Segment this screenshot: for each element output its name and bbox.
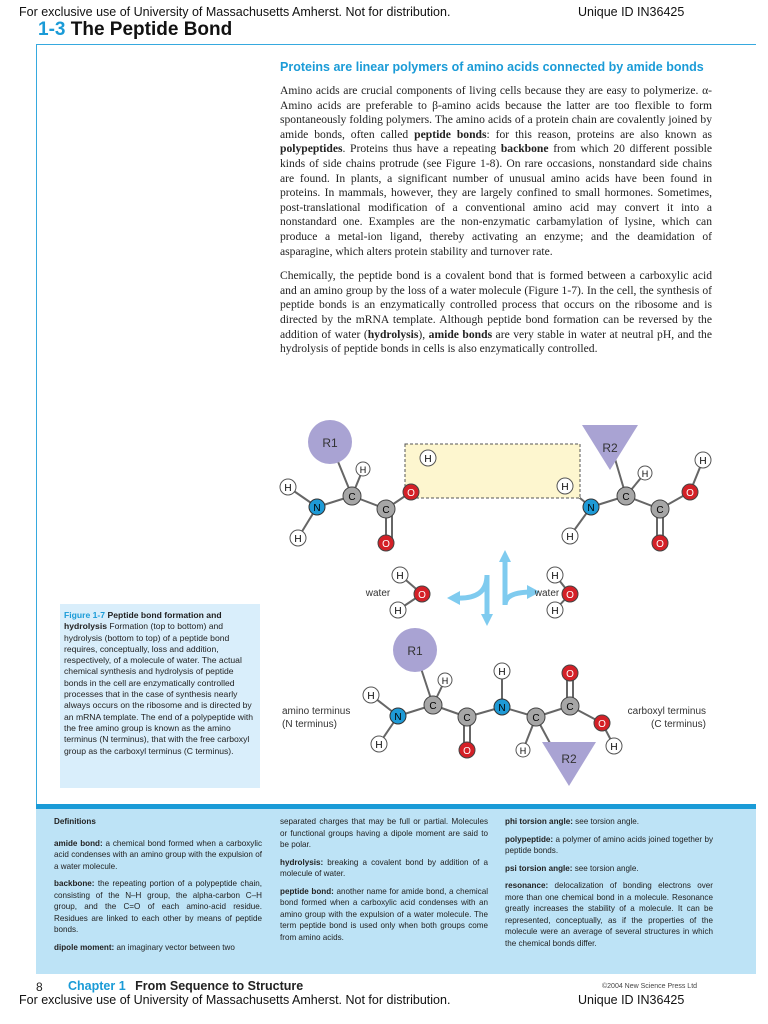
svg-text:N: N <box>313 503 321 514</box>
svg-text:H: H <box>441 676 449 686</box>
svg-text:O: O <box>656 539 664 550</box>
svg-text:O: O <box>382 539 390 550</box>
definitions-col-2 <box>280 816 488 949</box>
chapter-title: From Sequence to Structure <box>135 979 304 993</box>
r2-label-top: R2 <box>602 441 618 455</box>
r1-label-top: R1 <box>322 436 338 450</box>
paragraph-2: Chemically, the peptide bond is a covalent bond that is formed between a carboxylic acid and an amino group by the loss of a water molecule (Figure 1-7). In the cell, the synthesis of peptide bonds is an enzymatically controlled process that occurs on the ribosome and is directed by the mRNA template. Although peptide bond formation can be reversed by the addition of water (hydrolysis), amide bonds are very stable in water at neutral pH, and the hydrolysis of peptide bonds in cells is also enzymatically controlled. <box>280 269 712 356</box>
definition-entry: dipole moment: an imaginary vector between two <box>54 942 235 952</box>
paragraph-1: Amino acids are crucial components of living cells because they are easy to polymerize. α-Amino acids are preferable to β-amino acids because the latter are too flexible to form spontaneously folding polymers. The amino acids of a protein chain are covalently joined by amide bonds, often called peptide bonds: for this reason, proteins are also known as polypeptides. Proteins thus have a repeating backbone from which 20 different possible kinds of side chains protrude (see Figure 1-8). On rare occasions, nonstandard side chains are found. In plants, a significant number of unusual amino acids have been found in proteins. In mammals, however, they are largely confined to small hormones. Sometimes, post-translational modification of a conventional amino acid may convert it into a nonstandard one. Examples are the non-enzymatic carbamylation of lysine, which can produce a metal-ion ligand, thereby activating an enzyme; and the deamidation of asparagine, which alters protein stability and turnover rate. <box>280 84 712 258</box>
carboxyl-terminus-label: carboxyl terminus <box>627 706 706 717</box>
water-label-right: water <box>534 588 560 599</box>
header-notice: For exclusive use of University of Massachusetts Amherst. Not for distribution. <box>19 5 451 19</box>
r1-label-bottom: R1 <box>407 644 423 658</box>
copyright: ©2004 New Science Press Ltd <box>602 983 698 990</box>
caption-tag: Figure 1-7 <box>64 610 106 620</box>
svg-text:C: C <box>382 505 390 516</box>
footer-unique-id: Unique ID IN36425 <box>578 993 685 1007</box>
svg-text:H: H <box>566 532 574 543</box>
definition-entry: hydrolysis: breaking a covalent bond by addition of a molecule of water. <box>280 857 488 878</box>
reaction-arrows <box>455 560 532 620</box>
svg-text:H: H <box>394 606 402 617</box>
svg-text:H: H <box>367 691 375 702</box>
svg-text:C: C <box>463 713 471 724</box>
carboxyl-terminus-sublabel: (C terminus) <box>650 719 706 730</box>
svg-text:O: O <box>407 488 415 499</box>
svg-text:H: H <box>424 454 432 465</box>
svg-text:C: C <box>348 492 356 503</box>
svg-text:O: O <box>463 746 471 757</box>
definitions-title: Definitions <box>54 817 96 826</box>
header-unique-id: Unique ID IN36425 <box>578 5 685 19</box>
svg-text:C: C <box>566 702 574 713</box>
svg-text:H: H <box>396 571 404 582</box>
section-heading: Proteins are linear polymers of amino acids connected by amide bonds <box>280 60 704 74</box>
svg-text:H: H <box>551 606 559 617</box>
section-number: 1-3 <box>38 19 66 40</box>
definition-entry: backbone: the repeating portion of a polypeptide chain, consisting of the N–H group, the alpha-carbon C–H group, and the C=O of each amino-acid residue. Residues are linked to each other by means of peptide bonds. <box>54 879 262 934</box>
chapter-line <box>68 979 303 993</box>
svg-text:H: H <box>284 483 292 494</box>
definition-entry: phi torsion angle: see torsion angle. <box>505 817 640 826</box>
svg-text:O: O <box>566 590 574 601</box>
svg-text:C: C <box>532 713 540 724</box>
svg-text:H: H <box>641 469 649 479</box>
svg-text:O: O <box>566 669 574 680</box>
r2-label-bottom: R2 <box>561 752 577 766</box>
body-text <box>280 84 712 367</box>
svg-text:H: H <box>561 482 569 493</box>
svg-text:H: H <box>519 746 527 756</box>
arrow-left-icon <box>447 591 460 605</box>
svg-text:O: O <box>418 590 426 601</box>
svg-text:C: C <box>622 492 630 503</box>
definition-entry: separated charges that may be full or partial. Molecules or functional groups having a dipole moment are said to be polar. <box>280 817 488 849</box>
caption-title: Peptide bond formation and hydrolysis <box>64 610 222 632</box>
amino-terminus-label: amino terminus <box>282 706 351 717</box>
definition-entry: amide bond: a chemical bond formed when a carboxylic acid condenses with an amino group with the expulsion of a water molecule. <box>54 838 262 871</box>
section-title-text: The Peptide Bond <box>70 19 233 40</box>
arrow-down-icon <box>481 614 493 626</box>
figure-caption <box>60 604 260 788</box>
svg-text:N: N <box>587 503 595 514</box>
svg-text:H: H <box>610 742 618 753</box>
peptide-figure <box>270 410 740 795</box>
page-number: 8 <box>36 980 43 994</box>
svg-text:O: O <box>686 488 694 499</box>
svg-text:N: N <box>498 703 506 714</box>
amino-terminus-sublabel: (N terminus) <box>282 719 338 730</box>
svg-text:H: H <box>699 456 707 467</box>
svg-text:O: O <box>598 719 606 730</box>
svg-text:N: N <box>394 712 402 723</box>
svg-text:C: C <box>656 505 664 516</box>
caption-text: Formation (top to bottom) and hydrolysis (bottom to top) of a peptide bond requires, conceptually, loss and addition, respectively, of a molecule of water. The actual chemical synthesis and hydrolysis of peptide bonds in the cell are enzymatically controlled processes that in the case of synthesis nearly always occurs on the ribosome and is directed by an mRNA template. The end of a polypeptide with the free amino group is known as the amino terminus (N terminus), that with the free carboxyl group as the carboxyl terminus (C terminus). <box>64 621 254 756</box>
svg-text:H: H <box>375 740 383 751</box>
definition-entry: psi torsion angle: see torsion angle. <box>505 863 639 873</box>
footer-notice: For exclusive use of University of Massachusetts Amherst. Not for distribution. <box>19 993 451 1007</box>
definition-entry: polypeptide: a polymer of amino acids joined together by peptide bonds. <box>505 834 713 855</box>
definitions-col-3 <box>505 816 713 955</box>
svg-text:C: C <box>429 701 437 712</box>
chapter-label: Chapter 1 <box>68 979 126 993</box>
definition-entry: resonance: delocalization of bonding electrons over more than one chemical bond in a molecule. Resonance greatly increases the stability of a molecule. It can be represented, conceptually, as if the properties of the molecule were an average of several structures in which the chemical bonds differ. <box>505 881 713 948</box>
section-title <box>38 19 232 41</box>
definitions-col-1 <box>54 816 262 959</box>
svg-text:H: H <box>359 465 367 475</box>
svg-text:H: H <box>498 667 506 678</box>
definition-entry: peptide bond: another name for amide bond, a chemical bond formed when a carboxylic acid condenses with an amino group with the expulsion of a water molecule. The term peptide bond is used only when both groups come from amino acids. <box>280 886 488 942</box>
arrow-up-icon <box>499 550 511 562</box>
water-label-left: water <box>365 588 391 599</box>
svg-text:H: H <box>294 534 302 545</box>
svg-text:H: H <box>551 571 559 582</box>
